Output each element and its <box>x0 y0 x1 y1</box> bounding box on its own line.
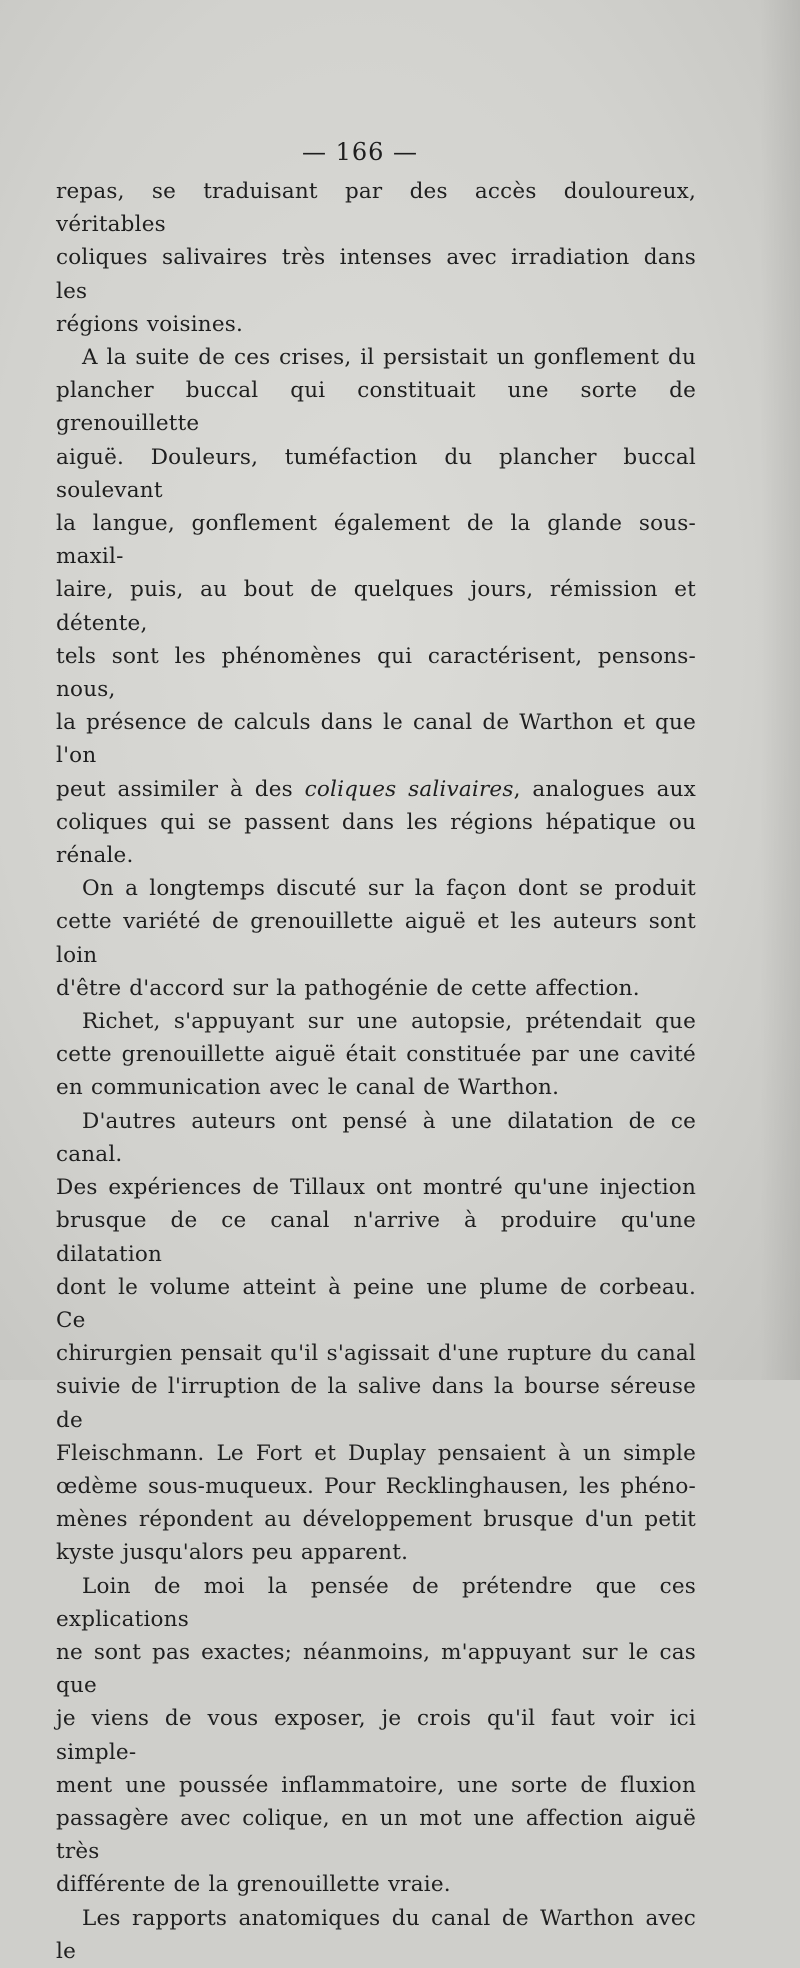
body-text <box>56 175 696 1968</box>
text-line: Richet, s'appuyant sur une autopsie, prétendait que <box>82 1009 696 1035</box>
text-line: ne sont pas exactes; néanmoins, m'appuyant sur le cas que <box>56 1639 696 1699</box>
text-line: cette variété de grenouillette aiguë et les auteurs sont loin <box>56 909 696 968</box>
text-line: la langue, gonflement également de la glande sous-maxil- <box>56 511 696 570</box>
text-line: d'être d'accord sur la pathogénie de cette affection. <box>56 975 640 1001</box>
text-line: tels sont les phénomènes qui caractérisent, pensons-nous, <box>56 643 696 703</box>
text-line: œdème sous-muqueux. Pour Recklinghausen, les phéno- <box>56 1473 696 1499</box>
text-line: aiguë. Douleurs, tuméfaction du plancher buccal soulevant <box>56 444 696 503</box>
text-line: repas, se traduisant par des accès douloureux, véritables <box>56 179 696 238</box>
text-line: On a longtemps discuté sur la façon dont se produit <box>82 876 696 902</box>
text-line: passagère avec colique, en un mot une affection aiguë très <box>56 1805 696 1865</box>
text-line: Les rapports anatomiques du canal de Warthon avec le <box>56 1905 696 1964</box>
text-segment: , analogues aux <box>513 776 696 802</box>
text-line: brusque de ce canal n'arrive à produire qu'une dilatation <box>56 1208 696 1267</box>
text-line: coliques qui se passent dans les régions hépatique ou rénale. <box>56 809 696 869</box>
text-line: plancher buccal qui constituait une sorte de grenouillette <box>56 378 696 437</box>
text-line: D'autres auteurs ont pensé à une dilatation de ce canal. <box>56 1108 696 1167</box>
text-line: A la suite de ces crises, il persistait un gonflement du <box>82 345 696 371</box>
text-line: je viens de vous exposer, je crois qu'il faut voir ici simple- <box>56 1706 696 1765</box>
text-line: dont le volume atteint à peine une plume de corbeau. Ce <box>56 1274 696 1333</box>
text-line: coliques salivaires très intenses avec irradiation dans les <box>56 245 696 304</box>
text-segment: peut assimiler à des <box>56 776 305 802</box>
text-line: ment une poussée inflammatoire, une sorte de fluxion <box>56 1772 696 1798</box>
text-line: Fleischmann. Le Fort et Duplay pensaient à un simple <box>56 1440 696 1466</box>
text-line: chirurgien pensait qu'il s'agissait d'une rupture du canal <box>56 1341 696 1367</box>
text-line: mènes répondent au développement brusque d'un petit <box>56 1507 696 1533</box>
page-edge-shadow <box>760 0 800 1380</box>
text-line: Loin de moi la pensée de prétendre que ces explications <box>56 1573 696 1632</box>
text-line: kyste jusqu'alors peu apparent. <box>56 1540 409 1566</box>
text-line: cette grenouillette aiguë était constituée par une cavité <box>56 1042 696 1068</box>
text-line: laire, puis, au bout de quelques jours, rémission et détente, <box>56 577 696 636</box>
page-number: — 166 — <box>301 138 419 166</box>
text-line: régions voisines. <box>56 311 244 337</box>
text-line: en communication avec le canal de Warthon. <box>56 1075 560 1101</box>
text-line: suivie de l'irruption de la salive dans la bourse séreuse de <box>56 1374 696 1433</box>
text-line <box>56 773 696 806</box>
italic-term: coliques salivaires <box>304 776 514 802</box>
text-line: différente de la grenouillette vraie. <box>56 1872 451 1898</box>
text-line: la présence de calculs dans le canal de Warthon et que l'on <box>56 710 696 769</box>
text-line: Des expériences de Tillaux ont montré qu'une injection <box>56 1175 696 1201</box>
